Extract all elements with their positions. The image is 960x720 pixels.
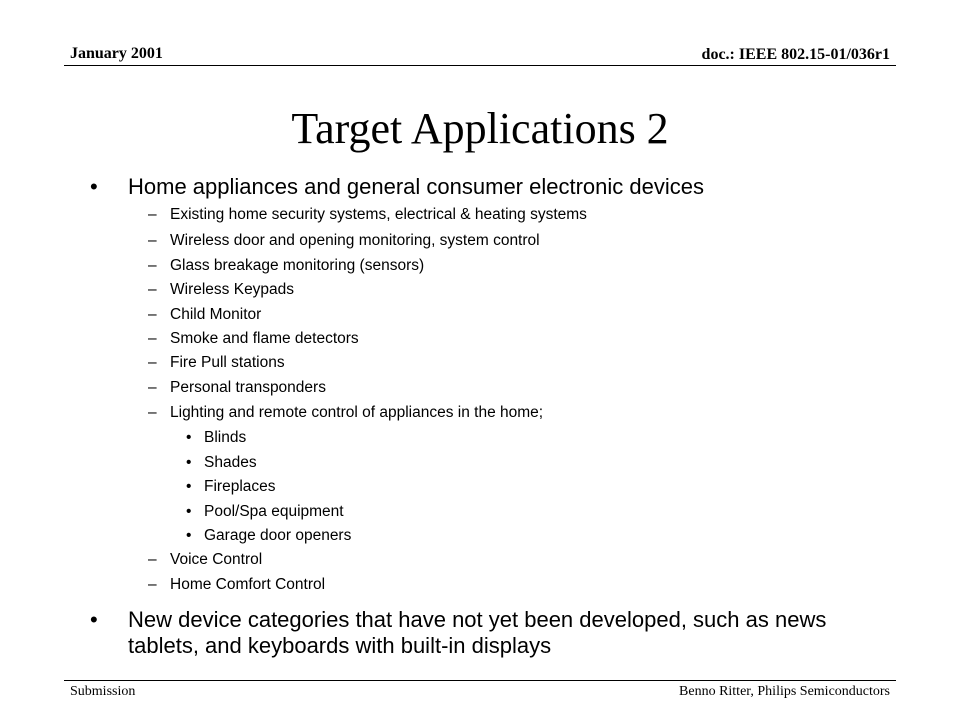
- bullet-marker: •: [186, 478, 192, 495]
- dash-marker: –: [148, 281, 157, 298]
- bullet-marker: •: [186, 503, 192, 520]
- sub-bullet-text: Existing home security systems, electrical & heating systems: [170, 206, 587, 223]
- bullet-text: New device categories that have not yet been developed, such as news tablets, and keyboards with built-in displays: [128, 607, 827, 658]
- dash-marker: –: [148, 404, 157, 421]
- sub-sub-bullet-text: Shades: [204, 454, 257, 471]
- dash-marker: –: [148, 576, 157, 593]
- header-divider: [64, 65, 896, 66]
- slide-title: Target Applications 2: [291, 104, 669, 153]
- footer-author: Benno Ritter, Philips Semiconductors: [679, 684, 890, 699]
- dash-marker: –: [148, 379, 157, 396]
- sub-sub-bullet-text: Garage door openers: [204, 527, 352, 544]
- footer-divider: [64, 680, 896, 681]
- sub-bullet-text: Smoke and flame detectors: [170, 330, 359, 347]
- sub-sub-bullet-text: Fireplaces: [204, 478, 276, 495]
- dash-marker: –: [148, 306, 157, 323]
- bullet-marker: •: [90, 174, 98, 199]
- bullet-item: [90, 174, 900, 200]
- header-doc-id: doc.: IEEE 802.15-01/036r1: [701, 46, 890, 63]
- sub-bullet-text: Child Monitor: [170, 306, 262, 323]
- sub-bullet-text: Personal transponders: [170, 379, 326, 396]
- dash-marker: –: [148, 551, 157, 568]
- sub-bullet-text: Voice Control: [170, 551, 263, 568]
- bullet-marker: •: [186, 527, 192, 544]
- bullet-marker: •: [186, 429, 192, 446]
- footer-submission: Submission: [70, 684, 136, 699]
- sub-bullet-text: Wireless Keypads: [170, 281, 295, 298]
- dash-marker: –: [148, 206, 157, 223]
- dash-marker: –: [148, 232, 157, 249]
- bullet-text: Home appliances and general consumer electronic devices: [128, 174, 704, 199]
- sub-bullet-text: Wireless door and opening monitoring, system control: [170, 232, 540, 249]
- sub-bullet-text: Glass breakage monitoring (sensors): [170, 257, 425, 274]
- sub-bullet-text: Fire Pull stations: [170, 354, 285, 371]
- sub-sub-bullet-text: Blinds: [204, 429, 247, 446]
- bullet-marker: •: [186, 454, 192, 471]
- header-date: January 2001: [70, 45, 163, 62]
- bullet-item: [90, 607, 900, 659]
- sub-bullet-text: Home Comfort Control: [170, 576, 326, 593]
- dash-marker: –: [148, 330, 157, 347]
- sub-bullet-text: Lighting and remote control of appliances in the home;: [170, 404, 544, 421]
- bullet-marker: •: [90, 607, 98, 632]
- dash-marker: –: [148, 354, 157, 371]
- sub-sub-bullet-text: Pool/Spa equipment: [204, 503, 344, 520]
- dash-marker: –: [148, 257, 157, 274]
